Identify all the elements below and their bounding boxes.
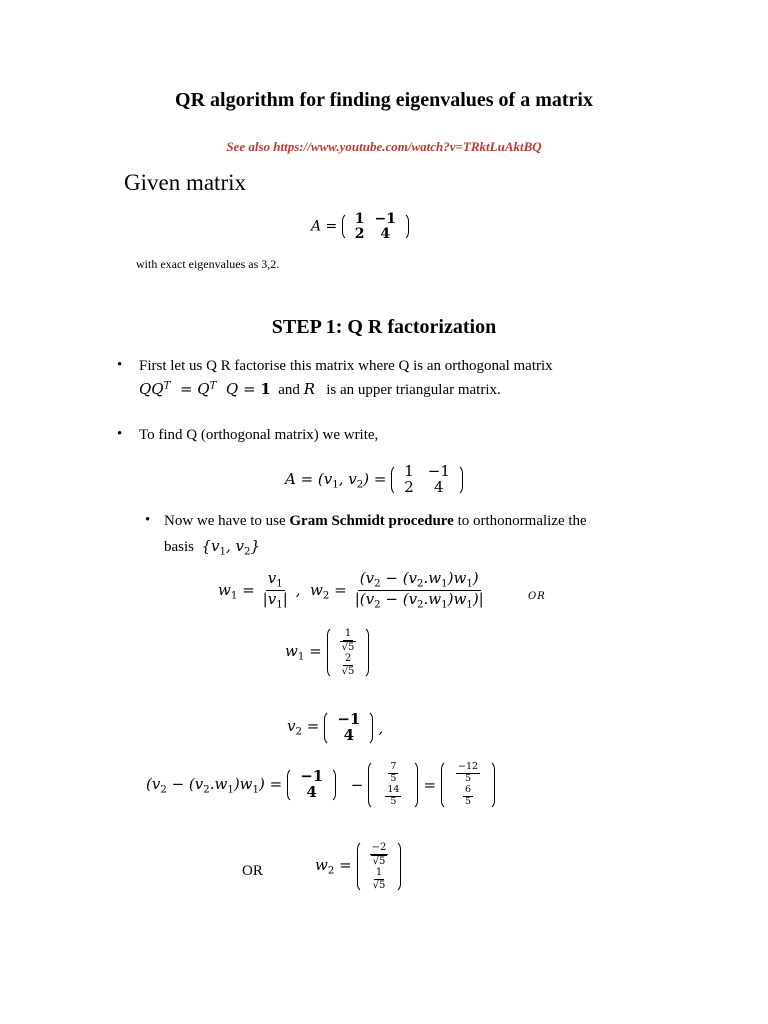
- matrix-cell: 2: [404, 477, 414, 496]
- matrix-a-label: A =: [311, 218, 338, 235]
- or-label-small: OR: [528, 591, 546, 602]
- vector-entry: 2: [344, 653, 352, 664]
- page-title: QR algorithm for finding eigenvalues of a matrix: [175, 89, 593, 111]
- r-symbol: R: [303, 380, 315, 398]
- vector-entry: √5: [372, 855, 386, 867]
- matrix-a-cell: 4: [380, 225, 391, 242]
- vector-entry: 1: [344, 628, 352, 639]
- matrix-a-cell: 1: [354, 211, 365, 227]
- w2-vector: [357, 840, 402, 893]
- v2-vector-repeat: [287, 767, 336, 803]
- step1-heading: STEP 1: Q R factorization: [271, 316, 497, 338]
- matrix-a-cols: [391, 464, 463, 496]
- vector-entry: −2: [371, 842, 387, 853]
- vector-entry: −12: [458, 761, 479, 772]
- bullet-dot: •: [117, 426, 123, 442]
- bullet3-line2: [164, 537, 260, 558]
- vector-entry: 5: [390, 795, 397, 807]
- vector-entry: √5: [341, 641, 355, 653]
- gram-schmidt-term: Gram Schmidt procedure: [289, 513, 454, 529]
- v2-vector: [324, 710, 373, 746]
- vector-entry: 5: [465, 795, 472, 807]
- vector-entry: 4: [306, 782, 317, 801]
- vector-entry: 1: [375, 867, 383, 878]
- vector-entry: 6: [465, 783, 472, 795]
- difference-equation: $(v_2 - (v_2.w_1)w_1)$ = −1 4 − $\frac{7}{5}$ $\frac{14}{5}$ = $\frac{-12}{5}$ $\frac{6}{5}$: [146, 760, 495, 810]
- difference-vector: [441, 760, 495, 810]
- bullet1-line2: [139, 380, 501, 399]
- gram-schmidt-formula: $w_1$ = $\frac{v_1}{|v_1|}$ , $w_2$ = $\frac{(v_2 - (v_2.w_1)w_1)}{|(v_2 - (v_2.w_1)w_1)|}$: [218, 569, 484, 611]
- matrix-a-equation: [311, 212, 409, 241]
- matrix-a-cell: −1: [374, 211, 396, 227]
- matrix-cell: −1: [427, 462, 450, 480]
- a-columns-equation: $A = (v_1$, $v_2$) = 1 −1 2 4: [285, 464, 463, 496]
- v2-equation: $v_2$ = −1 4 ,: [287, 710, 384, 744]
- or-label: OR: [242, 863, 263, 879]
- see-also-link[interactable]: See also https://www.youtube.com/watch?v=TRktLuAktBQ: [226, 139, 542, 154]
- projection-vector: [368, 760, 418, 810]
- bullet-dot: •: [117, 357, 123, 373]
- vector-entry: 5: [390, 772, 397, 784]
- matrix-cell: 1: [404, 462, 414, 480]
- bullet3-basis: basis: [164, 539, 194, 555]
- vector-entry: √5: [372, 879, 386, 891]
- matrix-cell: 4: [434, 477, 444, 496]
- basis-set: {$v_1$, $v_2$}: [201, 537, 261, 558]
- given-heading: Given matrix: [124, 170, 246, 195]
- w1-equation: $w_1$ = $\frac{1}{√5}$ $\frac{2}{√5}$: [285, 626, 369, 679]
- exact-eigenvalues-text: with exact eigenvalues as 3,2.: [136, 257, 280, 271]
- matrix-a-cell: 2: [354, 225, 365, 242]
- orthogonality-equation: $QQ^T = Q^T$ Q = 1: [139, 380, 271, 398]
- vector-entry: √5: [341, 665, 355, 677]
- vector-entry: 4: [343, 725, 355, 744]
- bullet2-text: To find Q (orthogonal matrix) we write,: [139, 427, 379, 443]
- vector-entry: −1: [337, 710, 361, 728]
- bullet-dot: •: [145, 512, 151, 528]
- bullet3-line1: [164, 513, 587, 530]
- bullet1-tail: is an upper triangular matrix.: [326, 382, 501, 398]
- vector-entry: 14: [387, 783, 400, 795]
- matrix-a: [342, 212, 409, 241]
- vector-entry: −1: [300, 767, 324, 786]
- w2-equation: $w_2$ = $\frac{-2}{√5}$ $\frac{1}{√5}$: [315, 840, 401, 893]
- bullet1-line1: First let us Q R factorise this matrix where Q is an orthogonal matrix: [139, 358, 553, 374]
- bullet3-pre: Now we have to use: [164, 513, 286, 529]
- vector-entry: 5: [465, 772, 472, 784]
- w1-vector: [327, 626, 370, 679]
- bullet1-and: and: [278, 382, 300, 398]
- vector-entry: 7: [390, 761, 397, 772]
- bullet3-post: to orthonormalize the: [457, 513, 587, 529]
